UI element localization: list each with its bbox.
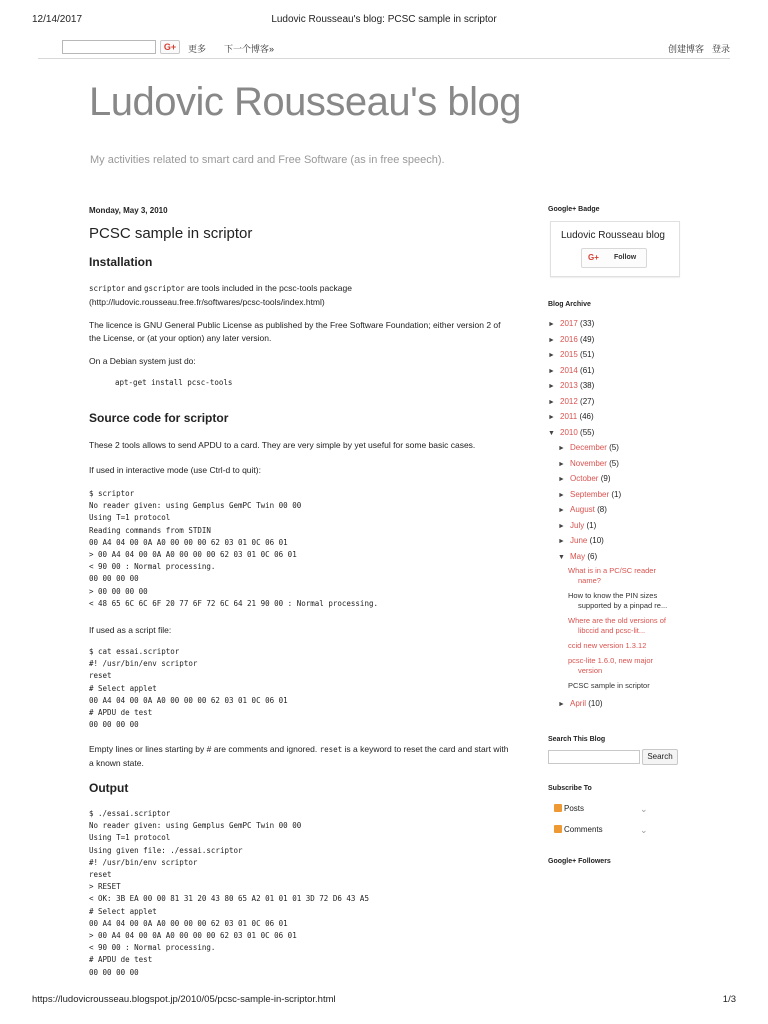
- expand-triangle-icon[interactable]: ►: [558, 460, 565, 468]
- navbar-next-blog-link[interactable]: 下一个博客»: [224, 44, 275, 54]
- archive-post-title-line1: pcsc-lite 1.6.0, new major: [568, 656, 654, 665]
- expand-triangle-icon[interactable]: ►: [558, 701, 565, 708]
- archive-month-label[interactable]: October: [570, 474, 599, 483]
- source-code-heading: Source code for scriptor: [89, 411, 229, 425]
- navbar-more-link[interactable]: 更多: [188, 44, 207, 54]
- expand-triangle-icon[interactable]: ►: [558, 491, 565, 499]
- chevron-down-icon[interactable]: ⌄: [640, 804, 648, 814]
- archive-post-title-line1: How to know the PIN sizes: [568, 591, 658, 600]
- archive-year-count: (46): [579, 412, 594, 421]
- archive-month-count: (5): [609, 443, 619, 452]
- install-and: and: [125, 283, 145, 293]
- archive-post-link[interactable]: [548, 591, 698, 611]
- expand-triangle-icon[interactable]: ►: [548, 367, 555, 375]
- archive-year-label[interactable]: 2016: [560, 334, 578, 344]
- archive-month-count: (9): [600, 474, 611, 483]
- pcsc-tools-link[interactable]: (http://ludovic.rousseau.free.fr/softwares/pcsc-tools/index.html): [89, 296, 325, 307]
- interactive-paragraph: If used in interactive mode (use Ctrl-d to quit):: [89, 465, 261, 475]
- archive-year-label[interactable]: 2012: [560, 396, 578, 406]
- archive-month[interactable]: [558, 487, 698, 503]
- search-button[interactable]: Search: [642, 749, 678, 765]
- archive-year-2010[interactable]: [548, 425, 698, 441]
- expand-triangle-icon[interactable]: ▼: [548, 429, 555, 437]
- debian-paragraph: On a Debian system just do:: [89, 356, 196, 366]
- gplus-icon: G+: [588, 253, 599, 262]
- blogger-navbar: [38, 38, 730, 59]
- rss-feed-icon: [554, 825, 562, 833]
- expand-triangle-icon[interactable]: ►: [558, 476, 565, 483]
- archive-year-count: (38): [580, 381, 595, 390]
- inline-code-gscriptor: gscriptor: [144, 284, 185, 293]
- archive-post-link[interactable]: [548, 641, 698, 651]
- archive-year-count: (55): [580, 427, 595, 437]
- blog-search-input[interactable]: [548, 750, 640, 764]
- archive-month[interactable]: [558, 502, 698, 518]
- output-code-block: $ ./essai.scriptor No reader given: using Gemplus GemPC Twin 00 00 Using T=1 protocol Using given file: ./essai.scriptor #! /usr/bin/env scriptor reset > RESET < OK: 3B EA 00 00 81 31 20 43 80 65 A2 01 01 01 3D 72 D6 43 A5 # Select applet 00 A4 04 00 0A A0 00 00 00 62 03 01 0C 06 01 > 00 A4 04 00 0A A0 00 00 00 62 03 01 0C 06 01 < 90 00 : Normal processing. # APDU de test 00 00 00 00: [89, 809, 369, 977]
- navbar-search-input[interactable]: [62, 40, 156, 54]
- archive-year-label[interactable]: 2011: [560, 412, 578, 421]
- archive-month-label[interactable]: May: [570, 551, 586, 561]
- archive-year-count: (51): [580, 350, 595, 359]
- install-paragraph: [89, 282, 509, 308]
- archive-year-label[interactable]: 2014: [560, 365, 578, 375]
- archive-post-title-line1: PCSC sample in scriptor: [568, 681, 650, 690]
- script-code-block: $ cat essai.scriptor #! /usr/bin/env scriptor reset # Select applet 00 A4 04 00 0A A0 00 00 00 62 03 01 0C 06 01 # APDU de test 00 00 00 00: [89, 647, 288, 730]
- empty-lines-text-b: is a keyword to reset the card and start with a known state.: [89, 744, 509, 768]
- chevron-down-icon[interactable]: ⌄: [640, 825, 648, 835]
- follow-label: Follow: [614, 254, 637, 261]
- expand-triangle-icon[interactable]: ►: [548, 321, 555, 328]
- archive-month[interactable]: [558, 440, 698, 456]
- archive-post-title-line1: Where are the old versions of: [568, 616, 666, 625]
- archive-posts: [548, 566, 698, 691]
- archive-month-label[interactable]: November: [570, 458, 607, 468]
- archive-post-title-line2: version: [578, 666, 603, 675]
- expand-triangle-icon[interactable]: ►: [558, 538, 565, 545]
- blog-title[interactable]: Ludovic Rousseau's blog: [89, 80, 521, 124]
- archive-post-title-line2: libccid and pcsc-lit...: [578, 626, 646, 635]
- archive-month-count: (1): [611, 489, 622, 499]
- archive-years: [548, 316, 698, 425]
- subscribe-posts-label: Posts: [564, 804, 585, 813]
- navbar-login-link[interactable]: 登录: [712, 44, 731, 54]
- archive-year-count: (61): [580, 365, 595, 375]
- archive-year-label[interactable]: 2013: [560, 381, 578, 390]
- archive-year-label[interactable]: 2010: [560, 427, 578, 437]
- archive-month-may[interactable]: [548, 549, 698, 565]
- empty-lines-text-a: Empty lines or lines starting by # are comments and ignored.: [89, 744, 320, 754]
- archive-post-title-line1: ccid new version 1.3.12: [568, 641, 647, 650]
- footer-url: https://ludovicrousseau.blogspot.jp/2010/05/pcsc-sample-in-scriptor.html: [32, 994, 336, 1005]
- installation-heading: Installation: [89, 255, 153, 269]
- archive-month-count: (10): [589, 536, 604, 545]
- archive-month-april[interactable]: [548, 696, 698, 712]
- archive-month[interactable]: [558, 471, 698, 487]
- archive-post-link[interactable]: [548, 566, 698, 586]
- print-footer: [0, 994, 768, 1008]
- archive-year[interactable]: [548, 394, 698, 410]
- interactive-code-block: $ scriptor No reader given: using Gemplus GemPC Twin 00 00 Using T=1 protocol Reading commands from STDIN 00 A4 04 00 0A A0 00 00 00 62 03 01 0C 06 01 > 00 A4 04 00 0A A0 00 00 00 62 03 01 0C 06 01 < 90 00 : Normal processing. 00 00 00 00 > 00 00 00 00 < 48 65 6C 6C 6F 20 77 6F 72 6C 64 21 90 00 : Normal processing.: [89, 489, 378, 608]
- expand-triangle-icon[interactable]: ▼: [558, 553, 565, 561]
- archive-year[interactable]: [548, 378, 698, 394]
- archive-month[interactable]: [558, 533, 698, 549]
- archive-month[interactable]: [558, 518, 698, 534]
- archive-year-count: (33): [580, 319, 595, 328]
- archive-year-label[interactable]: 2017: [560, 319, 578, 328]
- apt-get-code: apt-get install pcsc-tools: [115, 378, 233, 387]
- expand-triangle-icon[interactable]: ►: [548, 414, 555, 421]
- archive-post-link[interactable]: [548, 681, 698, 691]
- archive-month-count: (5): [609, 458, 619, 468]
- licence-paragraph: The licence is GNU General Public License as published by the Free Software Foundation; either version 2 of the License, or (at your option) any later version.: [89, 320, 501, 343]
- post-title[interactable]: PCSC sample in scriptor: [89, 225, 253, 242]
- expand-triangle-icon[interactable]: ►: [548, 398, 555, 406]
- archive-month-count: (8): [597, 505, 607, 514]
- subscribe-comments-label: Comments: [564, 825, 603, 834]
- expand-triangle-icon[interactable]: ►: [548, 352, 555, 359]
- archive-year[interactable]: [548, 316, 698, 332]
- navbar-create-blog-link[interactable]: 创建博客: [668, 44, 705, 54]
- archive-post-title-line2: name?: [578, 576, 601, 585]
- subscribe-comments[interactable]: [554, 823, 650, 837]
- archive-month-label[interactable]: April: [570, 699, 587, 708]
- badge-profile-name[interactable]: Ludovic Rousseau blog: [561, 230, 665, 241]
- search-blog-heading: Search This Blog: [548, 736, 606, 743]
- archive-month-label[interactable]: September: [570, 489, 610, 499]
- gplus-share-button[interactable]: G+: [160, 40, 180, 54]
- gplus-followers-heading: Google+ Followers: [548, 858, 611, 865]
- gplus-badge-heading: Google+ Badge: [548, 206, 600, 213]
- archive-month-label[interactable]: July: [570, 520, 585, 530]
- archive-month-label[interactable]: August: [570, 505, 595, 514]
- archive-month-label[interactable]: December: [570, 443, 607, 452]
- post-date: Monday, May 3, 2010: [89, 206, 168, 215]
- expand-triangle-icon[interactable]: ►: [558, 507, 565, 514]
- subscribe-heading: Subscribe To: [548, 785, 592, 792]
- comments-paragraph: [89, 743, 509, 769]
- inline-code-reset: reset: [319, 745, 343, 754]
- archive-year-label[interactable]: 2015: [560, 350, 578, 359]
- print-header: [0, 14, 768, 28]
- archive-post-link[interactable]: [548, 656, 698, 676]
- archive-month-count: (1): [586, 520, 597, 530]
- archive-month-count: (6): [587, 551, 598, 561]
- archive-post-title-line2: supported by a pinpad re...: [578, 601, 668, 610]
- archive-year[interactable]: [548, 409, 698, 425]
- inline-code-scriptor: scriptor: [89, 284, 126, 293]
- blog-archive: [548, 316, 698, 712]
- archive-year-count: (27): [580, 396, 595, 406]
- archive-year[interactable]: [548, 332, 698, 348]
- blog-archive-heading: Blog Archive: [548, 301, 591, 308]
- archive-year-count: (49): [580, 334, 595, 344]
- archive-months: [548, 440, 698, 549]
- expand-triangle-icon[interactable]: ►: [548, 336, 555, 344]
- expand-triangle-icon[interactable]: ►: [548, 383, 555, 390]
- gplus-badge: [550, 221, 680, 277]
- script-file-paragraph: If used as a script file:: [89, 625, 172, 635]
- blog-description: My activities related to smart card and Free Software (as in free speech).: [90, 154, 445, 166]
- archive-post-link[interactable]: [548, 616, 698, 636]
- archive-month-label[interactable]: June: [570, 536, 588, 545]
- install-rest: are tools included in the pcsc-tools package: [184, 283, 352, 293]
- footer-page-number: 1/3: [722, 994, 736, 1005]
- archive-year[interactable]: [548, 363, 698, 379]
- subscribe-posts[interactable]: [554, 802, 650, 816]
- archive-month-count: (10): [588, 699, 603, 708]
- rss-feed-icon: [554, 804, 562, 812]
- archive-month[interactable]: [558, 456, 698, 472]
- archive-year[interactable]: [548, 347, 698, 363]
- expand-triangle-icon[interactable]: ►: [558, 522, 565, 530]
- archive-post-title-line1: What is in a PC/SC reader: [568, 566, 656, 575]
- output-heading: Output: [89, 781, 129, 795]
- expand-triangle-icon[interactable]: ►: [558, 445, 565, 452]
- print-title: Ludovic Rousseau's blog: PCSC sample in scriptor: [271, 14, 497, 25]
- print-date: 12/14/2017: [32, 14, 83, 25]
- follow-button[interactable]: [581, 248, 647, 268]
- source-paragraph: These 2 tools allows to send APDU to a card. They are very simple by yet useful for some basic cases.: [89, 440, 476, 450]
